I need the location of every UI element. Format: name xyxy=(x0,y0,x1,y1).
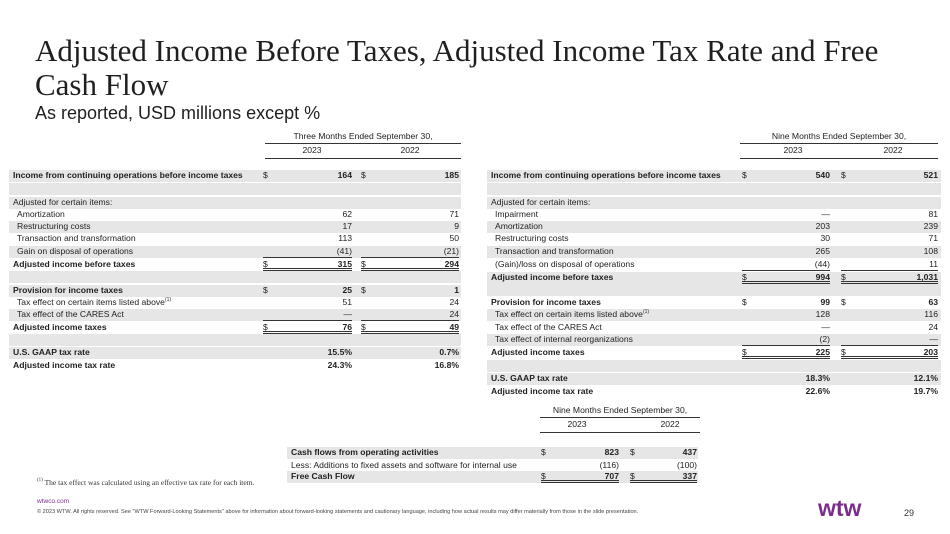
currency-symbol: $ xyxy=(541,447,546,457)
table-row xyxy=(287,471,698,483)
year-header: 2022 xyxy=(883,145,903,155)
value-cell: — xyxy=(821,322,830,332)
header-rule xyxy=(540,417,700,418)
row-label-text: Adjusted income taxes xyxy=(491,347,585,357)
currency-symbol: $ xyxy=(361,170,366,180)
total-rule xyxy=(263,246,352,258)
table-row xyxy=(9,259,461,271)
total-rule xyxy=(361,309,459,321)
value-cell: 62 xyxy=(342,209,352,219)
row-label xyxy=(13,347,90,359)
table-row xyxy=(487,170,941,182)
table-row xyxy=(487,386,941,398)
value-cell: 239 xyxy=(923,221,938,231)
value-cell: 24 xyxy=(449,297,459,307)
currency-symbol: $ xyxy=(742,272,747,282)
row-label-text: Adjusted income taxes xyxy=(13,322,107,332)
currency-symbol: $ xyxy=(841,170,846,180)
value-cell: 1 xyxy=(454,285,459,295)
header-rule xyxy=(265,143,461,144)
value-cell: 823 xyxy=(604,447,619,457)
value-cell: 19.7% xyxy=(913,386,938,396)
value-cell: 16.8% xyxy=(434,360,459,370)
total-rule xyxy=(361,259,459,271)
row-label xyxy=(495,322,602,334)
table-row xyxy=(9,209,461,221)
value-cell: 22.6% xyxy=(805,386,830,396)
currency-symbol: $ xyxy=(263,170,268,180)
value-cell: (41) xyxy=(336,246,352,256)
value-cell: 24 xyxy=(449,309,459,319)
currency-symbol: $ xyxy=(841,272,846,282)
value-cell: 18.3% xyxy=(805,373,830,383)
value-cell: 30 xyxy=(820,233,830,243)
value-cell: 185 xyxy=(444,170,459,180)
year-header: 2022 xyxy=(660,419,680,429)
total-rule xyxy=(742,347,830,359)
value-cell: 24.3% xyxy=(327,360,352,370)
value-cell: 0.7% xyxy=(439,347,459,357)
value-cell: 540 xyxy=(815,170,830,180)
row-label-text: Gain on disposal of operations xyxy=(17,246,134,256)
header-rule xyxy=(265,158,461,159)
currency-symbol: $ xyxy=(541,471,546,481)
row-label xyxy=(495,309,649,321)
table-row xyxy=(9,309,461,321)
row-label xyxy=(495,221,543,233)
total-rule xyxy=(263,322,352,334)
value-cell: 225 xyxy=(815,347,830,357)
value-cell: 337 xyxy=(682,471,697,481)
row-label-text: Tax effect of internal reorganizations xyxy=(495,334,633,344)
table-row xyxy=(487,233,941,245)
row-label-text: Adjusted income before taxes xyxy=(13,259,136,269)
table-row xyxy=(487,373,941,385)
website-link[interactable]: wtwco.com xyxy=(37,498,70,505)
value-cell: 108 xyxy=(923,246,938,256)
value-cell: (100) xyxy=(676,460,697,470)
value-cell: 11 xyxy=(929,259,938,269)
row-label xyxy=(491,170,721,182)
table-row xyxy=(487,322,941,334)
year-header: 2023 xyxy=(567,419,587,429)
row-label-text: U.S. GAAP tax rate xyxy=(13,347,90,357)
total-rule xyxy=(361,246,459,258)
row-label-text: Transaction and transformation xyxy=(17,233,136,243)
table-row xyxy=(487,197,941,209)
table-row xyxy=(287,460,698,472)
year-header: 2023 xyxy=(302,145,322,155)
value-cell: 71 xyxy=(928,233,938,243)
row-label-text: Income from continuing operations before income taxes xyxy=(491,170,721,180)
page-subtitle: As reported, USD millions except % xyxy=(35,103,321,123)
row-label xyxy=(17,209,65,221)
row-label-text: Income from continuing operations before income taxes xyxy=(13,170,243,180)
total-rule xyxy=(263,309,352,321)
spacer-row xyxy=(9,271,461,283)
footnote-marker: (1) xyxy=(37,478,43,483)
value-cell: 437 xyxy=(682,447,697,457)
page-title: Adjusted Income Before Taxes, Adjusted Income Tax Rate and Free Cash Flow xyxy=(35,33,879,102)
row-label xyxy=(17,221,91,233)
spacer-row xyxy=(487,284,941,296)
row-label-text: Free Cash Flow xyxy=(291,471,355,481)
value-cell: 50 xyxy=(449,233,459,243)
value-cell: 203 xyxy=(815,221,830,231)
currency-symbol: $ xyxy=(630,447,635,457)
table-row xyxy=(9,297,461,309)
value-cell: — xyxy=(343,309,352,319)
table-row xyxy=(487,334,941,346)
row-label xyxy=(291,447,439,459)
value-cell: 164 xyxy=(337,170,352,180)
row-label-text: Provision for income taxes xyxy=(491,297,601,307)
value-cell: 15.5% xyxy=(327,347,352,357)
row-label xyxy=(495,209,538,221)
row-label xyxy=(491,386,593,398)
row-label-text: Tax effect on certain items listed above xyxy=(495,309,643,319)
table-row xyxy=(487,272,941,284)
value-cell: 994 xyxy=(815,272,830,282)
row-label xyxy=(13,285,123,297)
value-cell: 71 xyxy=(449,209,459,219)
value-cell: 9 xyxy=(454,221,459,231)
row-label-text: Provision for income taxes xyxy=(13,285,123,295)
row-label xyxy=(17,297,171,309)
value-cell: (2) xyxy=(819,334,830,344)
value-cell: 203 xyxy=(923,347,938,357)
total-rule xyxy=(841,334,938,346)
value-cell: (116) xyxy=(599,460,619,470)
value-cell: 315 xyxy=(337,259,352,269)
year-header: 2022 xyxy=(400,145,420,155)
row-label xyxy=(13,360,115,372)
row-label-text: Tax effect on certain items listed above xyxy=(17,297,165,307)
row-label xyxy=(495,334,633,346)
table-row xyxy=(487,297,941,309)
period-header: Three Months Ended September 30, xyxy=(293,131,433,141)
row-label xyxy=(491,297,601,309)
currency-symbol: $ xyxy=(841,297,846,307)
total-rule xyxy=(630,471,697,483)
row-label-text: Tax effect of the CARES Act xyxy=(17,309,124,319)
currency-symbol: $ xyxy=(263,285,268,295)
spacer-row xyxy=(9,183,461,195)
row-label xyxy=(17,233,136,245)
value-cell: 521 xyxy=(923,170,938,180)
table-row xyxy=(487,209,941,221)
currency-symbol: $ xyxy=(263,322,268,332)
table-row xyxy=(487,347,941,359)
value-cell: 707 xyxy=(604,471,619,481)
currency-symbol: $ xyxy=(742,347,747,357)
currency-symbol: $ xyxy=(841,347,846,357)
table-row xyxy=(9,233,461,245)
table-row xyxy=(287,447,698,459)
table-row xyxy=(9,285,461,297)
value-cell: 113 xyxy=(338,233,352,243)
total-rule xyxy=(841,259,938,271)
row-label xyxy=(13,170,243,182)
value-cell: 17 xyxy=(342,221,352,231)
currency-symbol: $ xyxy=(742,170,747,180)
row-label-text: Amortization xyxy=(495,221,543,231)
wtw-logo-text: wtw xyxy=(818,496,862,520)
footnote-marker: (1) xyxy=(164,297,172,303)
total-rule xyxy=(742,272,830,284)
spacer-row xyxy=(487,183,941,195)
row-label xyxy=(495,259,635,271)
total-rule xyxy=(541,471,619,483)
total-rule xyxy=(841,347,938,359)
total-rule xyxy=(841,272,938,284)
row-label-text: Less: Additions to fixed assets and software for internal use xyxy=(291,460,517,470)
table-row xyxy=(9,246,461,258)
row-label xyxy=(13,322,107,334)
total-rule xyxy=(630,460,697,472)
page-number: 29 xyxy=(904,508,915,518)
spacer-row xyxy=(9,334,461,346)
table-row xyxy=(9,322,461,334)
table-row xyxy=(9,347,461,359)
value-cell: 265 xyxy=(815,246,830,256)
value-cell: 294 xyxy=(444,259,459,269)
value-cell: 63 xyxy=(928,297,938,307)
value-cell: 25 xyxy=(342,285,352,295)
row-label xyxy=(491,347,585,359)
table-row xyxy=(9,360,461,372)
footnote-text: The tax effect was calculated using an effective tax rate for each item. xyxy=(44,478,255,487)
row-label xyxy=(491,373,568,385)
table-row xyxy=(487,221,941,233)
total-rule xyxy=(742,259,830,271)
period-header: Nine Months Ended September 30, xyxy=(552,405,688,415)
table-row xyxy=(487,246,941,258)
value-cell: 12.1% xyxy=(913,373,938,383)
period-header: Nine Months Ended September 30, xyxy=(771,131,907,141)
value-cell: (44) xyxy=(814,259,830,269)
row-label xyxy=(13,259,135,271)
value-cell: 76 xyxy=(342,322,352,332)
currency-symbol: $ xyxy=(263,259,268,269)
currency-symbol: $ xyxy=(630,471,635,481)
value-cell: 116 xyxy=(924,309,938,319)
row-label xyxy=(291,471,355,483)
currency-symbol: $ xyxy=(361,259,366,269)
row-label-text: Restructuring costs xyxy=(17,221,91,231)
header-rule xyxy=(540,432,700,433)
total-rule xyxy=(361,322,459,334)
value-cell: (21) xyxy=(443,246,459,256)
row-label-text: Adjusted for certain items: xyxy=(13,197,113,207)
row-label xyxy=(491,197,590,209)
table-row xyxy=(487,309,941,321)
year-header: 2023 xyxy=(783,145,803,155)
row-label-text: Adjusted for certain items: xyxy=(491,197,591,207)
value-cell: — xyxy=(929,334,938,344)
row-label-text: Impairment xyxy=(495,209,538,219)
footnote-marker: (1) xyxy=(642,309,650,315)
row-label xyxy=(17,309,124,321)
row-label xyxy=(291,460,517,472)
footnote xyxy=(37,478,254,487)
row-label-text: Restructuring costs xyxy=(495,233,569,243)
row-label-text: Amortization xyxy=(17,209,65,219)
row-label-text: Adjusted income before taxes xyxy=(491,272,614,282)
table-row xyxy=(9,221,461,233)
value-cell: 49 xyxy=(449,322,459,332)
row-label-text: Cash flows from operating activities xyxy=(291,447,439,457)
row-label xyxy=(495,246,614,258)
value-cell: 128 xyxy=(815,309,830,319)
row-label-text: (Gain)/loss on disposal of operations xyxy=(495,259,635,269)
row-label-text: Adjusted income tax rate xyxy=(491,386,594,396)
value-cell: 81 xyxy=(928,209,938,219)
row-label-text: U.S. GAAP tax rate xyxy=(491,373,568,383)
row-label-text: Adjusted income tax rate xyxy=(13,360,116,370)
value-cell: 1,031 xyxy=(916,272,938,282)
value-cell: — xyxy=(821,209,830,219)
legal-disclaimer: © 2023 WTW. All rights reserved. See "WTW Forward-Looking Statements" above for information about forward-looking statements and cautionary language, including how actual results may differ materially from those in the slide presentation. xyxy=(37,509,639,515)
spacer-row xyxy=(487,360,941,372)
table-row xyxy=(9,170,461,182)
header-rule xyxy=(740,158,938,159)
table-row xyxy=(487,259,941,271)
wtw-logo xyxy=(818,496,878,520)
row-label xyxy=(495,233,569,245)
header-rule xyxy=(740,143,938,144)
row-label xyxy=(17,246,133,258)
total-rule xyxy=(541,460,619,472)
currency-symbol: $ xyxy=(361,285,366,295)
row-label xyxy=(13,197,112,209)
value-cell: 24 xyxy=(928,322,938,332)
row-label-text: Tax effect of the CARES Act xyxy=(495,322,602,332)
row-label-text: Transaction and transformation xyxy=(495,246,614,256)
row-label xyxy=(491,272,613,284)
total-rule xyxy=(742,334,830,346)
value-cell: 99 xyxy=(820,297,830,307)
total-rule xyxy=(263,259,352,271)
table-row xyxy=(9,197,461,209)
currency-symbol: $ xyxy=(742,297,747,307)
currency-symbol: $ xyxy=(361,322,366,332)
value-cell: 51 xyxy=(342,297,352,307)
